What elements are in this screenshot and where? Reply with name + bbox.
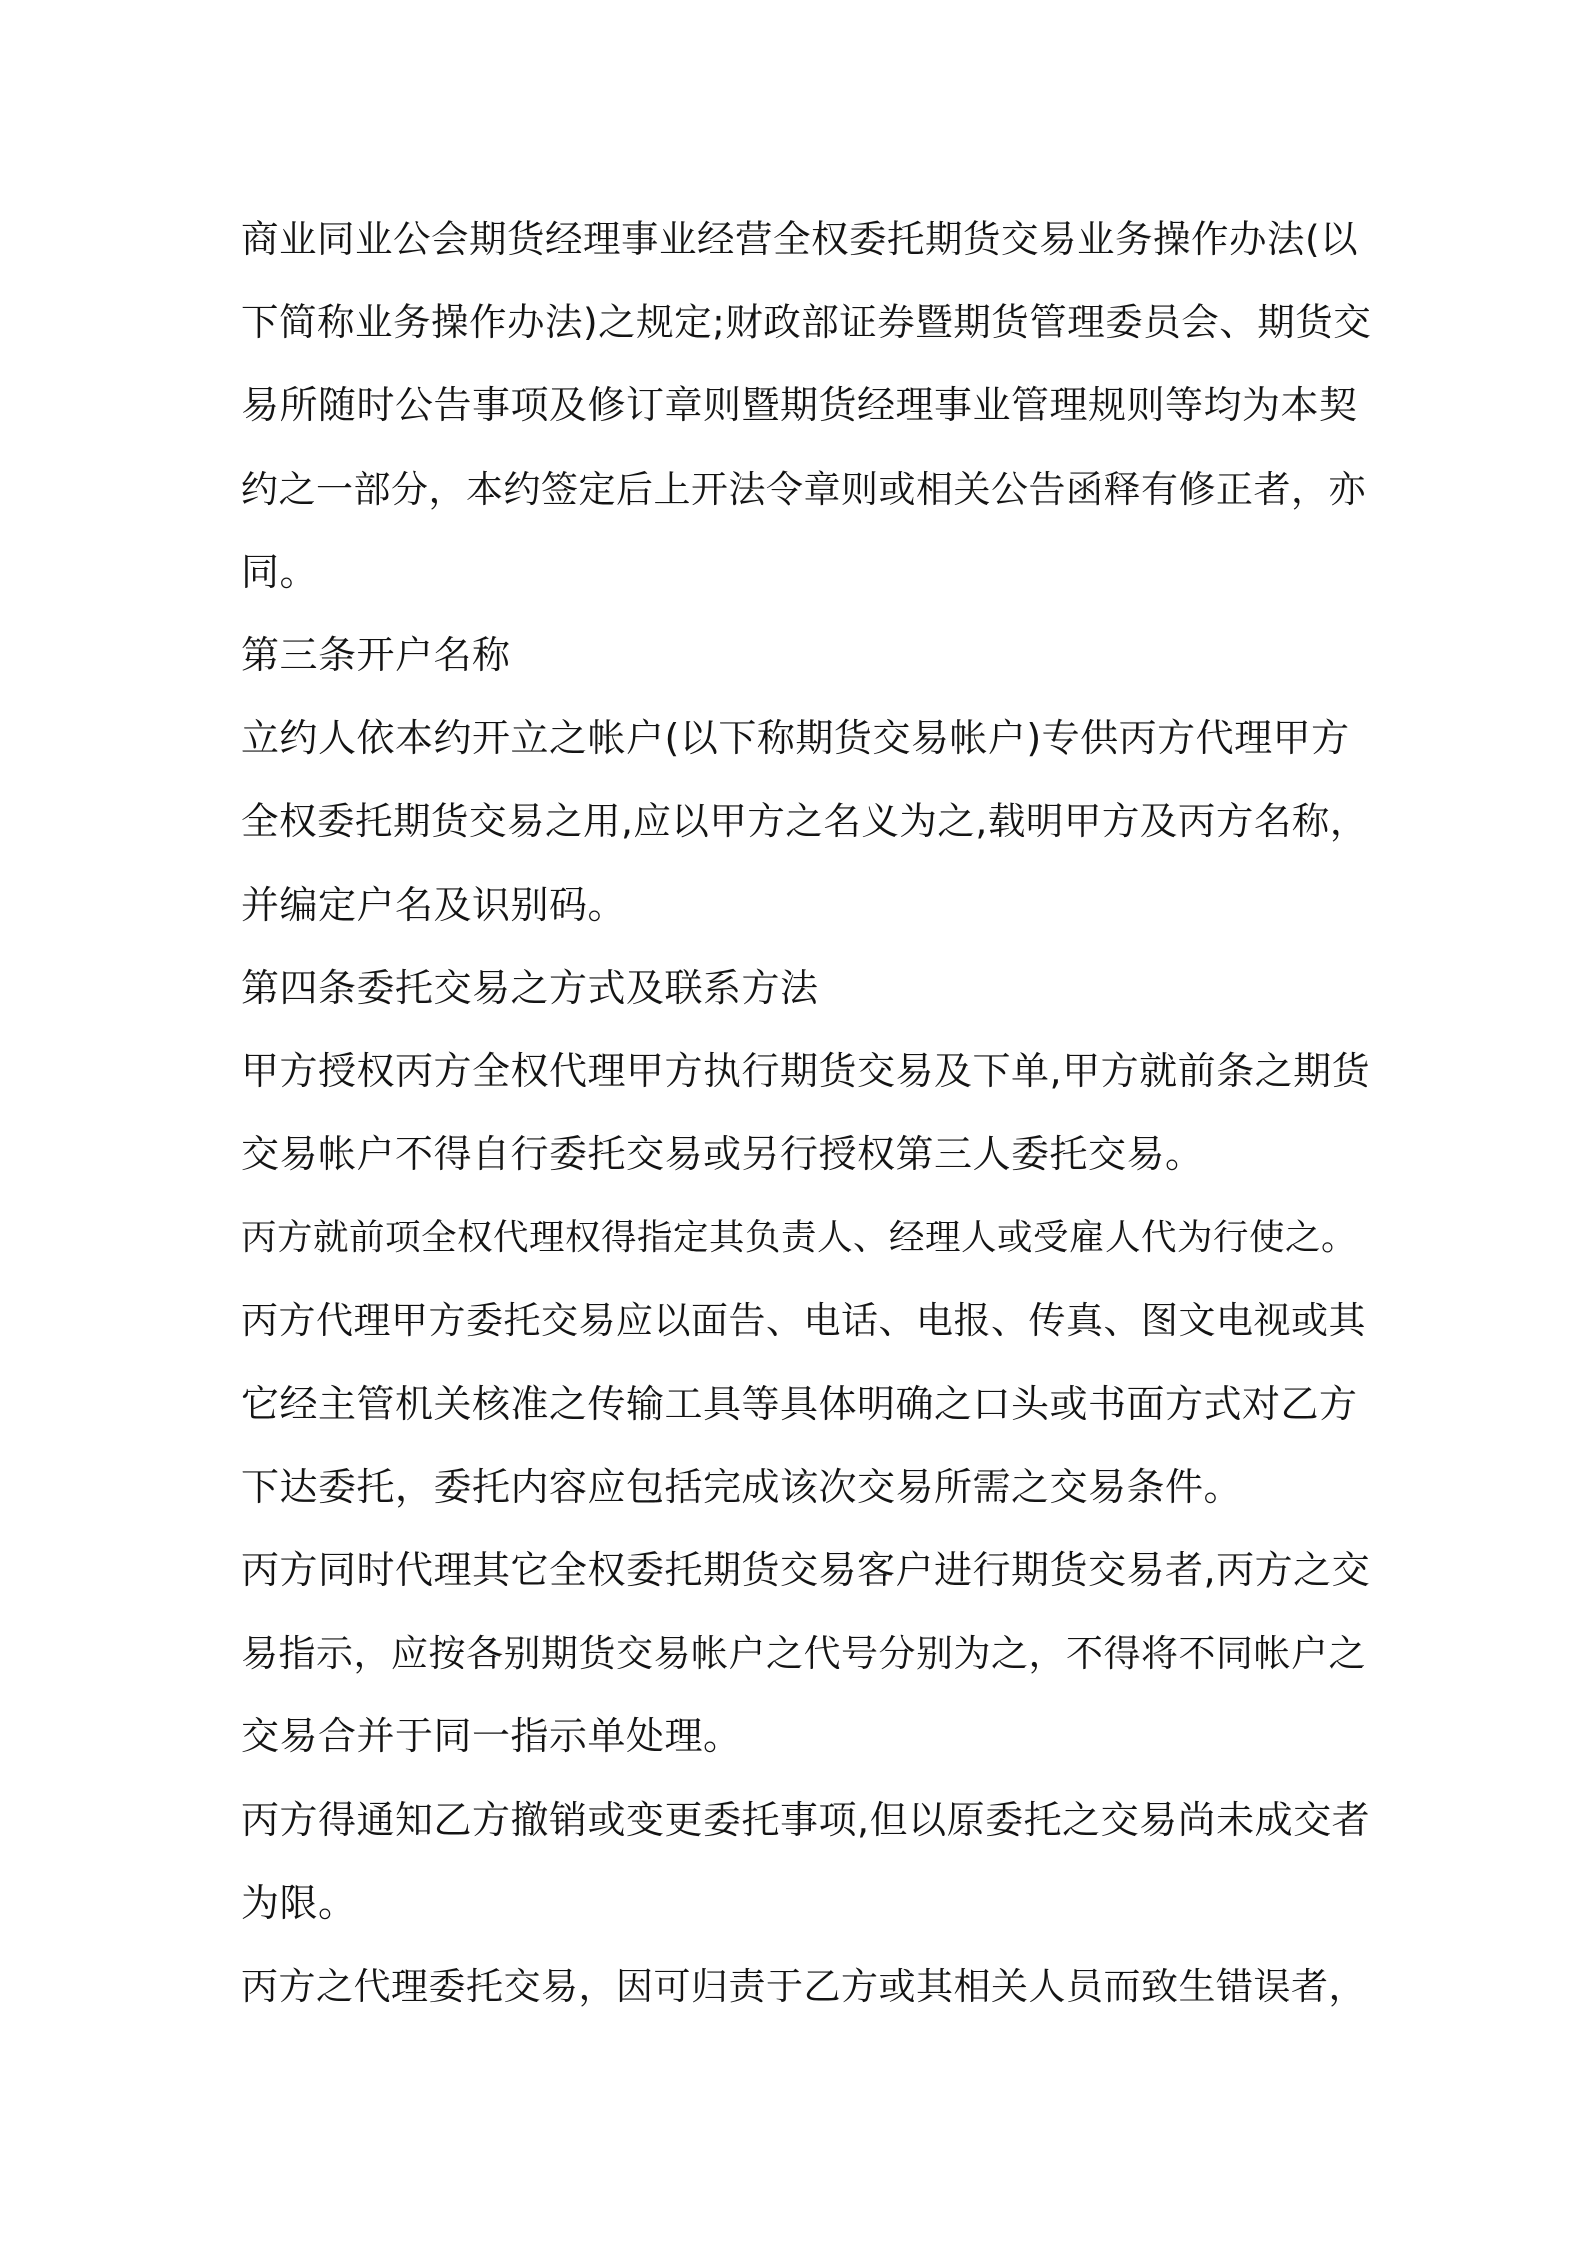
text-line: 并编定户名及识别码。: [241, 882, 627, 927]
text-line: 下达委托，委托内容应包括完成该次交易所需之交易条件。: [241, 1464, 1243, 1509]
text-line: 商业同业公会期货经理事业经营全权委托期货交易业务操作办法(以: [241, 217, 1359, 261]
text-line: 下简称业务操作办法)之规定;财政部证券暨期货管理委员会、期货交: [241, 300, 1372, 345]
text-line: 它经主管机关核准之传输工具等具体明确之口头或书面方式对乙方: [241, 1381, 1358, 1426]
text-line: 同。: [241, 549, 319, 594]
text-line: 丙方得通知乙方撤销或变更委托事项,但以原委托之交易尚未成交者: [241, 1797, 1371, 1842]
text-line: 易指示，应按各别期货交易帐户之代号分别为之，不得将不同帐户之: [241, 1632, 1366, 1676]
text-line: 约之一部分，本约签定后上开法令章则或相关公告函释有修正者，亦: [241, 467, 1366, 511]
text-line: 甲方授权丙方全权代理甲方执行期货交易及下单,甲方就前条之期货: [241, 1048, 1371, 1093]
text-line: 丙方同时代理其它全权委托期货交易客户进行期货交易者,丙方之交: [241, 1548, 1371, 1592]
text-line: 易所随时公告事项及修订章则暨期货经理事业管理规则等均为本契: [241, 383, 1358, 428]
section-heading-article-3: 第三条开户名称: [241, 632, 511, 677]
text-line: 全权委托期货交易之用,应以甲方之名义为之,载明甲方及丙方名称，: [241, 799, 1368, 844]
document-body: [241, 198, 1371, 2028]
section-heading-article-4: 第四条委托交易之方式及联系方法: [241, 965, 819, 1010]
text-line: 丙方就前项全权代理权得指定其负责人、经理人或受雇人代为行使之。: [241, 1217, 1358, 1259]
text-line: 交易帐户不得自行委托交易或另行授权第三人委托交易。: [241, 1132, 1204, 1177]
text-line: 丙方之代理委托交易，因可归责于乙方或其相关人员而致生错误者，: [241, 1964, 1366, 2008]
text-line: 交易合并于同一指示单处理。: [241, 1714, 742, 1759]
text-line: 为限。: [241, 1880, 357, 1925]
text-line: 立约人依本约开立之帐户(以下称期货交易帐户)专供丙方代理甲方: [241, 716, 1350, 761]
text-line: 丙方代理甲方委托交易应以面告、电话、电报、传真、图文电视或其: [241, 1299, 1366, 1343]
